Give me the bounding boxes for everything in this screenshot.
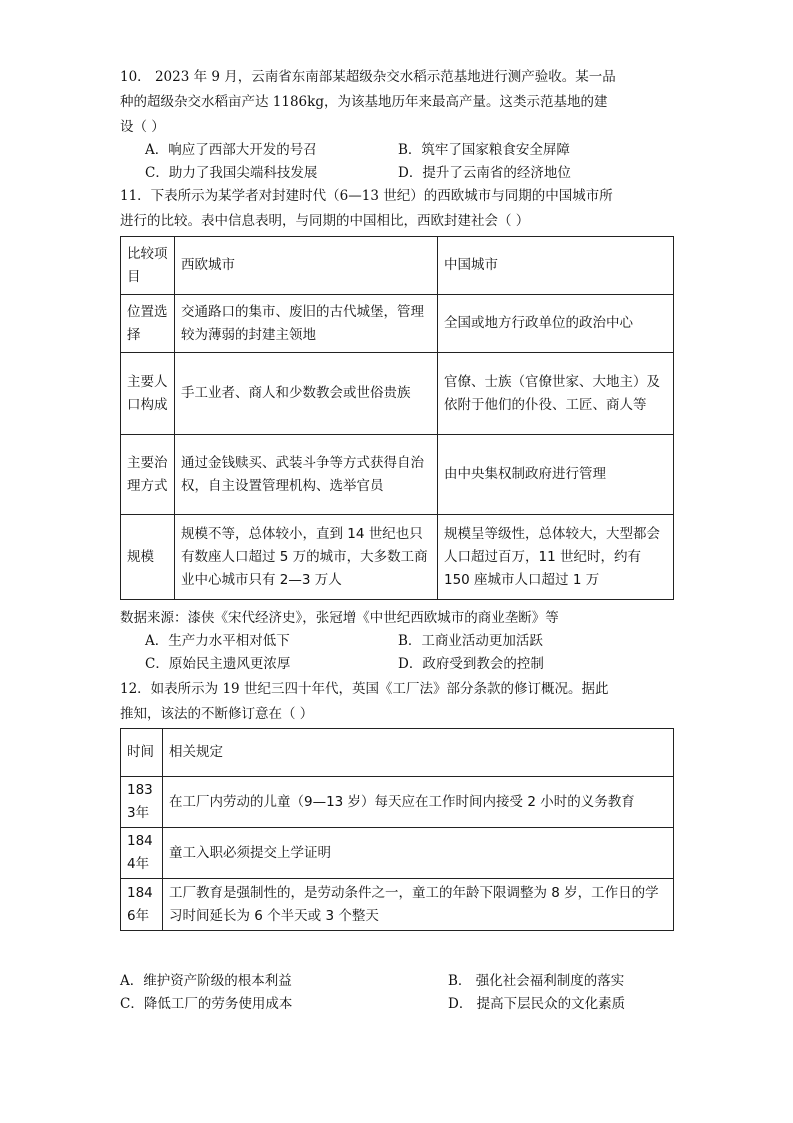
q10-option-c: C．助力了我国尖端科技发展 — [145, 165, 318, 181]
q11-row-label: 规模 — [121, 515, 175, 600]
q11-table-row — [121, 353, 674, 435]
q12-header-time: 时间 — [121, 729, 163, 777]
q11-cell-china: 官僚、士族（官僚世家、大地主）及依附于他们的仆役、工匠、商人等 — [438, 353, 674, 435]
q12-header-rule: 相关规定 — [163, 729, 674, 777]
q12-row-rule: 在工厂内劳动的儿童（9—13 岁）每天应在工作时间内接受 2 小时的义务教育 — [163, 777, 674, 828]
q11-option-b: B．工商业活动更加活跃 — [398, 633, 543, 649]
q11-stem-line1: 11．下表所示为某学者对封建时代（6—13 世纪）的西欧城市与同期的中国城市所 — [120, 188, 613, 204]
q11-table-header-row — [121, 237, 674, 295]
q12-stem-line2: 推知，该法的不断修订意在（ ） — [120, 706, 314, 722]
q12-row-rule: 童工入职必须提交上学证明 — [163, 828, 674, 879]
q12-row-year: 1844年 — [121, 828, 163, 879]
q12-row-rule: 工厂教育是强制性的，是劳动条件之一，童工的年龄下限调整为 8 岁，工作日的学习时间延长为 6 个半天或 3 个整天 — [163, 879, 674, 931]
q11-cell-china: 全国或地方行政单位的政治中心 — [438, 295, 674, 353]
q12-factory-act-table — [120, 728, 674, 931]
q11-header-compare-item: 比较项目 — [121, 237, 175, 295]
q11-cell-west: 手工业者、商人和少数教会或世俗贵族 — [175, 353, 438, 435]
q11-cell-china: 由中央集权制政府进行管理 — [438, 435, 674, 515]
q11-comparison-table — [120, 236, 674, 600]
q11-row-label: 主要治理方式 — [121, 435, 175, 515]
q11-cell-west: 交通路口的集市、废旧的古代城堡，管理较为薄弱的封建主领地 — [175, 295, 438, 353]
q12-option-a: A．维护资产阶级的根本利益 — [120, 973, 292, 989]
q12-option-b: B． 强化社会福利制度的落实 — [448, 973, 625, 989]
q11-cell-china: 规模呈等级性，总体较大，大型都会人口超过百万，11 世纪时，约有 150 座城市人口超过 1 万 — [438, 515, 674, 600]
q12-table-row — [121, 879, 674, 931]
q12-row-year: 1833年 — [121, 777, 163, 828]
q10-stem-line3: 设（ ） — [120, 119, 165, 135]
q11-cell-west: 通过金钱赎买、武装斗争等方式获得自治权，自主设置管理机构、选举官员 — [175, 435, 438, 515]
q11-option-d: D．政府受到教会的控制 — [398, 656, 544, 672]
q10-stem-line2: 种的超级杂交水稻亩产达 1186kg，为该基地历年来最高产量。这类示范基地的建 — [120, 94, 608, 110]
q12-option-d: D． 提高下层民众的文化素质 — [448, 996, 626, 1012]
q10-option-d: D．提升了云南省的经济地位 — [398, 165, 571, 181]
q12-table-header-row — [121, 729, 674, 777]
q10-stem-line1: 10． 2023 年 9 月，云南省东南部某超级杂交水稻示范基地进行测产验收。某一品 — [120, 69, 616, 85]
q12-stem-line1: 12．如表所示为 19 世纪三四十年代，英国《工厂法》部分条款的修订概况。据此 — [120, 681, 609, 697]
q10-option-b: B．筑牢了国家粮食安全屏障 — [398, 142, 570, 158]
q10-option-a: A．响应了西部大开发的号召 — [145, 142, 317, 158]
q11-table-row — [121, 435, 674, 515]
q11-table-row — [121, 295, 674, 353]
q11-source-note: 数据来源：漆侠《宋代经济史》，张冠增《中世纪西欧城市的商业垄断》等 — [120, 610, 559, 626]
q11-option-c: C．原始民主遗风更浓厚 — [145, 656, 291, 672]
q12-table-row — [121, 828, 674, 879]
q11-row-label: 位置选择 — [121, 295, 175, 353]
q11-header-west: 西欧城市 — [175, 237, 438, 295]
q12-option-c: C．降低工厂的劳务使用成本 — [120, 996, 293, 1012]
q11-cell-west: 规模不等，总体较小，直到 14 世纪也只有数座人口超过 5 万的城市，大多数工商业中心城市只有 2—3 万人 — [175, 515, 438, 600]
q11-stem-line2: 进行的比较。表中信息表明，与同期的中国相比，西欧封建社会（ ） — [120, 213, 530, 229]
q11-header-china: 中国城市 — [438, 237, 674, 295]
q11-row-label: 主要人口构成 — [121, 353, 175, 435]
q11-option-a: A．生产力水平相对低下 — [145, 633, 290, 649]
q12-table-row — [121, 777, 674, 828]
q12-row-year: 1846年 — [121, 879, 163, 931]
q11-table-row — [121, 515, 674, 600]
